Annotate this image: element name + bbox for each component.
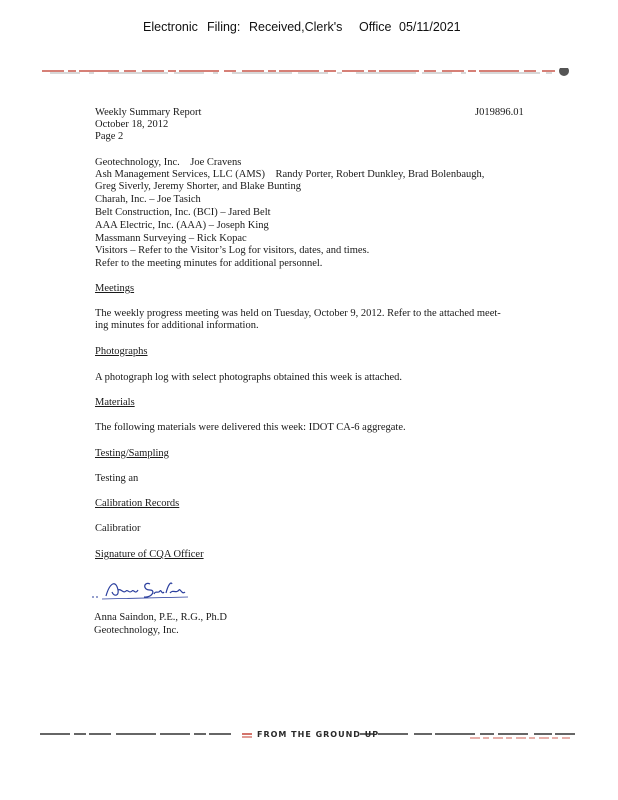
section-heading-materials: Materials bbox=[95, 397, 135, 408]
photographs-text: A photograph log with select photographs obtained this week is attached. bbox=[95, 372, 403, 383]
logo-mark-icon bbox=[559, 68, 569, 76]
filing-stamp-date: 05/11/2021 bbox=[399, 20, 461, 34]
section-heading-meetings: Meetings bbox=[95, 283, 135, 294]
section-heading-signature: Signature of CQA Officer bbox=[95, 549, 204, 560]
attendee-line: Visitors – Refer to the Visitor’s Log for visitors, dates, and times. bbox=[95, 245, 370, 256]
meetings-text-line: ing minutes for additional information. bbox=[95, 320, 259, 331]
handwritten-signature bbox=[92, 576, 192, 602]
signatory-company: Geotechnology, Inc. bbox=[94, 625, 179, 636]
report-date: October 18, 2012 bbox=[95, 119, 169, 130]
letterhead-rule bbox=[40, 68, 570, 76]
section-heading-photographs: Photographs bbox=[95, 346, 148, 357]
attendee-line: Belt Construction, Inc. (BCI) – Jared Belt bbox=[95, 207, 271, 218]
attendee-line: Charah, Inc. – Joe Tasich bbox=[95, 194, 201, 205]
meetings-text-line: The weekly progress meeting was held on Tuesday, October 9, 2012. Refer to the attached meet- bbox=[95, 308, 501, 319]
section-heading-testing: Testing/Sampling bbox=[95, 448, 169, 459]
materials-text: The following materials were delivered this week: IDOT CA-6 aggregate. bbox=[95, 422, 406, 433]
testing-text: Testing an bbox=[95, 473, 139, 484]
attendee-line: Massmann Surveying – Rick Kopac bbox=[95, 233, 247, 244]
footer-motto: FROM THE GROUND UP bbox=[257, 730, 380, 739]
report-page: Page 2 bbox=[95, 131, 124, 142]
signatory-name: Anna Saindon, P.E., R.G., Ph.D bbox=[94, 612, 228, 623]
attendee-line: Refer to the meeting minutes for additional personnel. bbox=[95, 258, 323, 269]
section-heading-calibration: Calibration Records bbox=[95, 498, 180, 509]
filing-stamp-office: Office bbox=[359, 20, 392, 34]
filing-stamp-label: Electronic bbox=[143, 20, 198, 34]
document-id: J019896.01 bbox=[475, 107, 524, 118]
attendee-line: Greg Siverly, Jeremy Shorter, and Blake Bunting bbox=[95, 181, 301, 192]
attendee-line: Ash Management Services, LLC (AMS) Randy Porter, Robert Dunkley, Brad Bolenbaugh, bbox=[95, 169, 485, 180]
filing-stamp-filing: Filing: bbox=[207, 20, 241, 34]
report-title: Weekly Summary Report bbox=[95, 107, 202, 118]
attendee-line: Geotechnology, Inc. Joe Cravens bbox=[95, 157, 242, 168]
calibration-text: Calibratior bbox=[95, 523, 141, 534]
attendee-line: AAA Electric, Inc. (AAA) – Joseph King bbox=[95, 220, 269, 231]
filing-stamp-received: Received,Clerk's bbox=[249, 20, 343, 34]
